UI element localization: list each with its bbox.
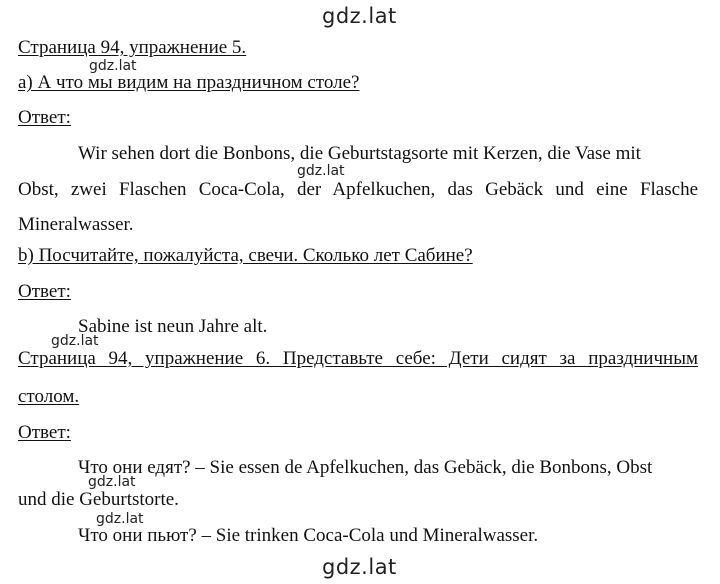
watermark-bottom: gdz.lat — [322, 555, 397, 579]
watermark-top: gdz.lat — [322, 4, 397, 28]
answer-6-line3: Что они пьют? – Sie trinken Coca-Cola und Mineralwasser. — [78, 525, 539, 546]
watermark-small-1: gdz.lat — [89, 58, 137, 74]
watermark-small-5: gdz.lat — [96, 511, 144, 527]
answer-a-line2: Obst, zwei Flaschen Coca-Cola, der Apfelkuchen, das Gebäck und eine Flasche — [18, 179, 698, 200]
answer-label-a: Ответ: — [18, 107, 71, 128]
answer-a-line3: Mineralwasser. — [18, 214, 134, 235]
answer-b: Sabine ist neun Jahre alt. — [78, 316, 268, 337]
question-b: b) Посчитайте, пожалуйста, свечи. Сколько лет Сабине? — [18, 245, 473, 266]
exercise5-heading: Страница 94, упражнение 5. — [18, 37, 247, 58]
watermark-small-4: gdz.lat — [88, 474, 136, 490]
answer-label-6: Ответ: — [18, 422, 71, 443]
answer-6-line1: Что они едят? – Sie essen de Apfelkuchen, das Gebäck, die Bonbons, Obst — [78, 457, 653, 478]
answer-label-b: Ответ: — [18, 281, 71, 302]
watermark-small-2: gdz.lat — [297, 163, 345, 179]
answer-6-line2: und die Geburtstorte. — [18, 489, 179, 510]
exercise6-heading-line1: Страница 94, упражнение 6. Представьте себе: Дети сидят за праздничным — [18, 348, 698, 369]
watermark-small-3: gdz.lat — [51, 333, 99, 349]
exercise6-heading-line2: столом. — [18, 386, 80, 407]
answer-a-line1: Wir sehen dort die Bonbons, die Geburtstagsorte mit Kerzen, die Vase mit — [78, 143, 641, 164]
question-a: а) А что мы видим на праздничном столе? — [18, 72, 360, 93]
